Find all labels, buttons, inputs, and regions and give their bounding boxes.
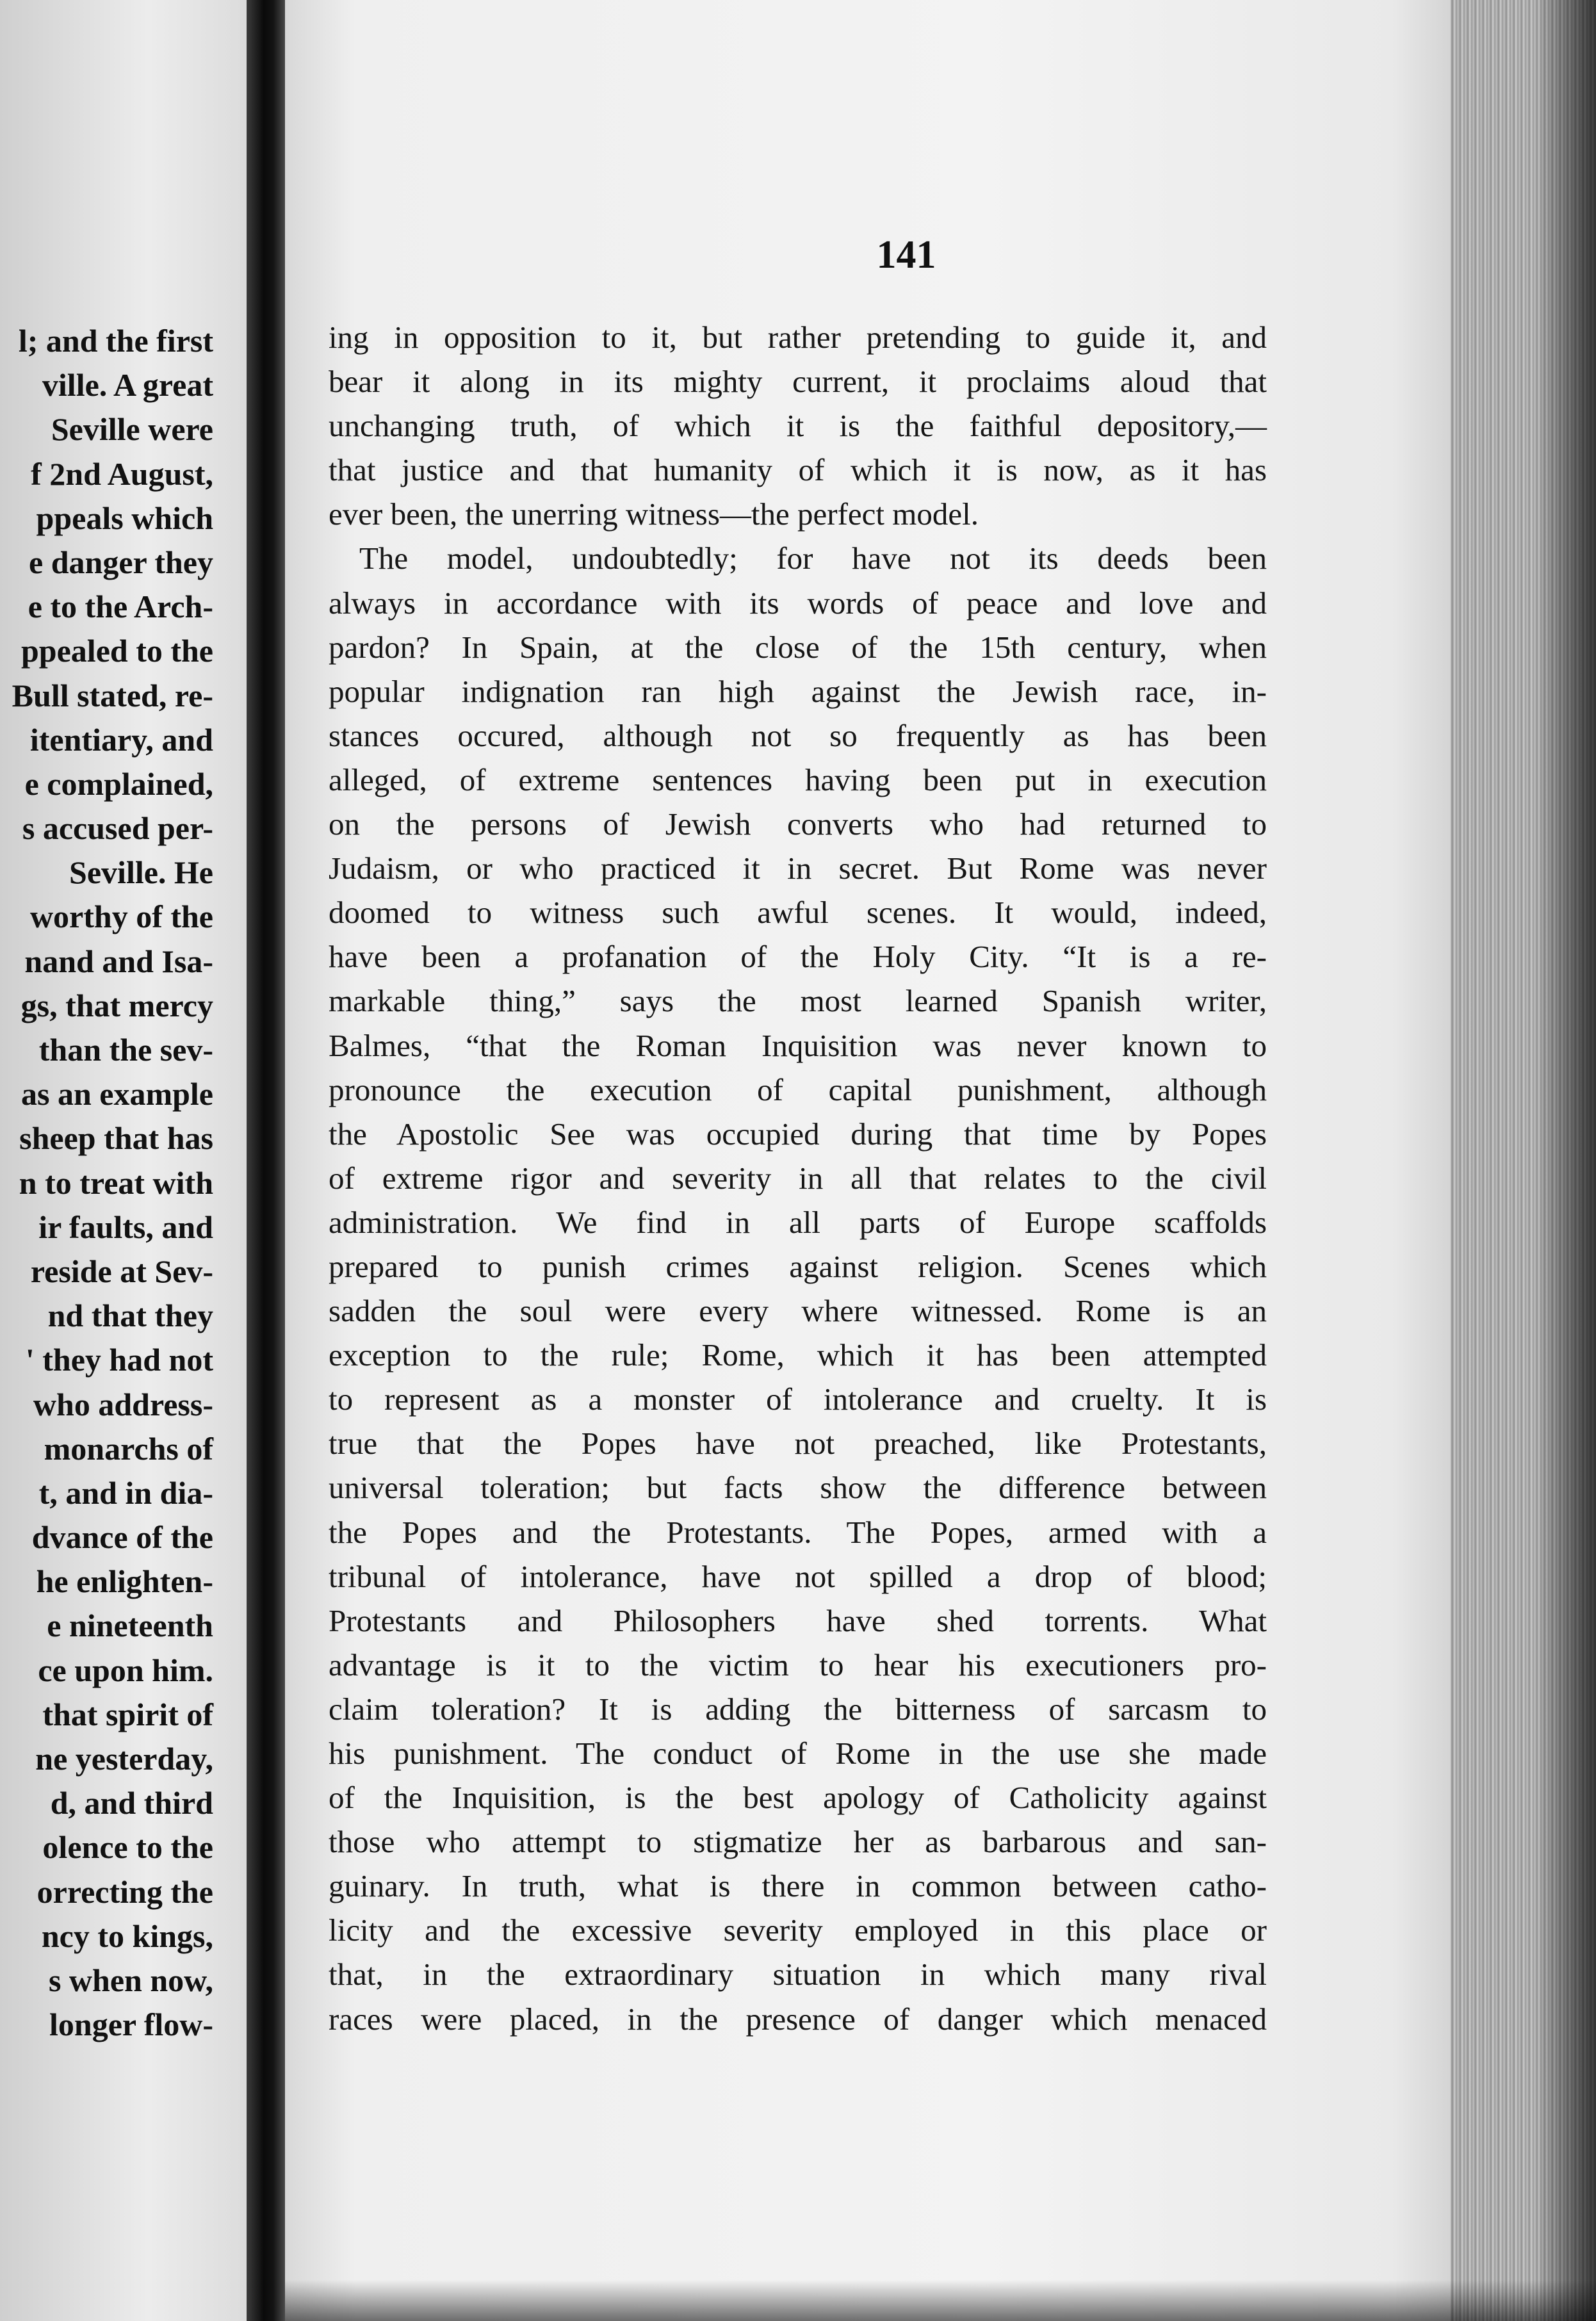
text-line: exception to the rule; Rome, which it has been attempted (329, 1337, 1267, 1373)
text-line: ever been, the unerring witness—the perfect model. (329, 496, 979, 532)
facing-page-line: gs, that mercy (20, 987, 213, 1023)
text-line: pardon? In Spain, at the close of the 15th century, when (329, 629, 1267, 665)
facing-page-line: that spirit of (42, 1696, 213, 1732)
facing-page-line: reside at Sev- (30, 1253, 213, 1289)
facing-page-line: e to the Arch- (28, 589, 213, 625)
facing-page-line: ne yesterday, (35, 1741, 213, 1777)
text-line: the Popes and the Protestants. The Popes, armed with a (329, 1514, 1267, 1550)
main-page (285, 0, 1451, 2321)
facing-page-line: Seville. He (69, 854, 213, 891)
text-line: licity and the excessive severity employed in this place or (329, 1912, 1267, 1948)
text-line: universal toleration; but facts show the difference between (329, 1470, 1267, 1506)
text-line: those who attempt to stigmatize her as barbarous and san- (329, 1824, 1267, 1860)
facing-page-line: nand and Isa- (24, 943, 213, 979)
text-line: of extreme rigor and severity in all that relates to the civil (329, 1160, 1267, 1196)
text-line: ing in opposition to it, but rather pretending to guide it, and (329, 320, 1267, 355)
text-line: administration. We find in all parts of Europe scaffolds (329, 1204, 1267, 1240)
facing-page-fragment (0, 0, 247, 2321)
text-line: Protestants and Philosophers have shed torrents. What (329, 1602, 1267, 1638)
facing-page-line: olence to the (42, 1829, 213, 1866)
text-line: The model, undoubtedly; for have not its deeds been (359, 541, 1267, 576)
facing-page-line: d, and third (50, 1785, 213, 1821)
facing-page-line: ir faults, and (38, 1209, 213, 1245)
text-line: doomed to witness such awful scenes. It would, indeed, (329, 895, 1267, 931)
text-line: advantage is it to the victim to hear his executioners pro- (329, 1647, 1267, 1682)
text-line: have been a profanation of the Holy City. “It is a re- (329, 939, 1267, 975)
facing-page-line: sheep that has (19, 1120, 213, 1157)
text-line: that justice and that humanity of which it is now, as it has (329, 452, 1267, 488)
text-line: of the Inquisition, is the best apology of Catholicity against (329, 1780, 1267, 1816)
facing-page-line: ncy to kings, (41, 1918, 213, 1954)
book-gutter (247, 0, 285, 2321)
facing-page-line: f 2nd August, (31, 455, 213, 492)
facing-page-line: who address- (33, 1386, 213, 1422)
text-line: claim toleration? It is adding the bitterness of sarcasm to (329, 1691, 1267, 1727)
facing-page-line: longer flow- (49, 2007, 213, 2043)
facing-page-line: t, and in dia- (38, 1474, 213, 1511)
text-line: popular indignation ran high against the Jewish race, in- (329, 673, 1267, 709)
text-line: to represent as a monster of intolerance and cruelty. It is (329, 1381, 1267, 1417)
edge-shadow (1538, 0, 1596, 2321)
facing-page-line: e nineteenth (47, 1608, 213, 1644)
facing-page-line: Bull stated, re- (12, 677, 213, 713)
text-line: unchanging truth, of which it is the faithful depository,— (329, 408, 1267, 444)
text-line: that, in the extraordinary situation in which many rival (329, 1957, 1267, 1992)
text-line: on the persons of Jewish converts who had returned to (329, 806, 1267, 842)
facing-page-line: orrecting the (37, 1873, 213, 1910)
text-line: bear it along in its mighty current, it proclaims aloud that (329, 364, 1267, 400)
bottom-shadow (285, 2280, 1596, 2321)
facing-page-line: itentiary, and (29, 721, 213, 758)
facing-page-line: he enlighten- (36, 1563, 213, 1600)
text-line: sadden the soul were every where witnessed. Rome is an (329, 1293, 1267, 1329)
text-line: races were placed, in the presence of danger which menaced (329, 2001, 1267, 2037)
facing-page-line: ' they had not (25, 1342, 213, 1378)
text-line: Judaism, or who practiced it in secret. But Rome was never (329, 851, 1267, 886)
text-line: alleged, of extreme sentences having been put in execution (329, 761, 1267, 797)
text-line: the Apostolic See was occupied during that time by Popes (329, 1116, 1267, 1152)
facing-page-line: ce upon him. (38, 1652, 213, 1688)
text-line: stances occured, although not so frequently as has been (329, 717, 1267, 753)
text-line: tribunal of intolerance, have not spilled a drop of blood; (329, 1558, 1267, 1594)
text-line: prepared to punish crimes against religion. Scenes which (329, 1248, 1267, 1284)
body-text (329, 315, 1267, 2041)
text-line: pronounce the execution of capital punishment, although (329, 1071, 1267, 1107)
facing-page-line: l; and the first (18, 323, 213, 359)
text-line: guinary. In truth, what is there in common between catho- (329, 1868, 1267, 1904)
facing-page-line: than the sev- (38, 1032, 213, 1068)
facing-page-line: n to treat with (19, 1164, 213, 1201)
text-line: true that the Popes have not preached, like Protestants, (329, 1426, 1267, 1462)
facing-page-line: e complained, (24, 765, 213, 802)
facing-page-line: monarchs of (44, 1430, 213, 1467)
text-line: Balmes, “that the Roman Inquisition was never known to (329, 1027, 1267, 1063)
facing-page-line: worthy of the (29, 899, 213, 935)
facing-page-line: dvance of the (31, 1519, 213, 1556)
text-line: always in accordance with its words of peace and love and (329, 585, 1267, 621)
facing-page-line: nd that they (47, 1298, 213, 1334)
page-number: 141 (876, 233, 936, 277)
page-edge-stack (1451, 0, 1596, 2321)
facing-page-line: ppeals which (36, 500, 213, 536)
facing-page-line: Seville were (51, 411, 213, 448)
facing-page-line: e danger they (29, 544, 213, 580)
facing-page-text (0, 319, 213, 2047)
text-line: his punishment. The conduct of Rome in the use she made (329, 1736, 1267, 1771)
facing-page-line: ppealed to the (21, 633, 213, 669)
facing-page-line: s accused per- (22, 810, 213, 847)
facing-page-line: ville. A great (42, 367, 213, 403)
text-line: markable thing,” says the most learned Spanish writer, (329, 983, 1267, 1019)
facing-page-line: as an example (21, 1076, 213, 1112)
facing-page-line: s when now, (48, 1962, 213, 1998)
